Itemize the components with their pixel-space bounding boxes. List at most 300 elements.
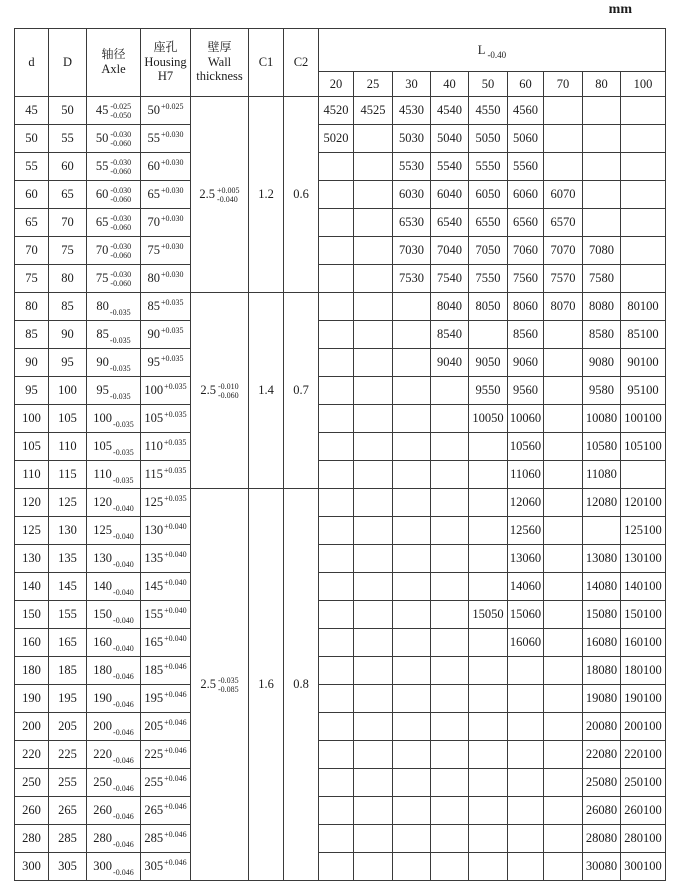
nominal-value: 70: [95, 242, 109, 257]
cell-L-100: 125100: [621, 517, 666, 545]
cell-L-70: [544, 601, 583, 629]
cell-L-70: [544, 321, 583, 349]
dimension-table: [14, 28, 666, 881]
cell-L-25: [354, 629, 393, 657]
cell-L-40: [431, 545, 469, 573]
cell-L-30: 5030: [393, 125, 431, 153]
tolerance-upper: +0.040: [164, 634, 187, 644]
tolerance-lower: -0.040: [113, 504, 134, 514]
cell-axle: [87, 265, 141, 293]
cell-L-70: [544, 377, 583, 405]
cell-L-60: 5560: [508, 153, 544, 181]
cell-L-40: 5040: [431, 125, 469, 153]
cell-L-30: [393, 489, 431, 517]
cell-L-20: [319, 209, 354, 237]
cell-L-60: 9060: [508, 349, 544, 377]
cell-L-50: 9550: [469, 377, 508, 405]
cell-D: 60: [49, 153, 87, 181]
cell-L-60: 4560: [508, 97, 544, 125]
table-row: [15, 769, 666, 797]
tolerance-lower: -0.035: [109, 308, 131, 318]
cell-L-50: [469, 517, 508, 545]
table-row: [15, 741, 666, 769]
col-header-L-25: 25: [354, 72, 393, 97]
nominal-value: 95: [96, 383, 109, 398]
cell-L-60: [508, 657, 544, 685]
cell-L-50: [469, 629, 508, 657]
cell-L-40: 6540: [431, 209, 469, 237]
cell-L-40: [431, 741, 469, 769]
cell-L-25: [354, 237, 393, 265]
cell-L-20: 5020: [319, 125, 354, 153]
tolerance-lower: -0.046: [113, 728, 134, 738]
cell-L-80: 9580: [583, 377, 621, 405]
cell-L-40: [431, 713, 469, 741]
cell-L-80: 10080: [583, 405, 621, 433]
cell-L-50: [469, 657, 508, 685]
cell-L-30: 4530: [393, 97, 431, 125]
col-header-L: L $_{-0.40}$: [319, 29, 666, 72]
cell-L-80: 13080: [583, 545, 621, 573]
cell-L-50: 9050: [469, 349, 508, 377]
cell-L-60: [508, 853, 544, 881]
cell-L-70: [544, 741, 583, 769]
cell-L-40: 8040: [431, 293, 469, 321]
tolerance-upper: +0.030: [160, 158, 184, 168]
table-row: [15, 825, 666, 853]
cell-L-25: [354, 153, 393, 181]
cell-L-100: 160100: [621, 629, 666, 657]
cell-housing: [141, 713, 191, 741]
cell-L-60: 7060: [508, 237, 544, 265]
cell-L-40: 4540: [431, 97, 469, 125]
table-row: [15, 181, 666, 209]
cell-L-25: [354, 377, 393, 405]
cell-L-80: 11080: [583, 461, 621, 489]
cell-housing: [141, 125, 191, 153]
cell-L-100: 95100: [621, 377, 666, 405]
cell-L-25: [354, 517, 393, 545]
tolerance-upper: +0.040: [164, 578, 187, 588]
nominal-value: 70: [147, 215, 160, 230]
nominal-value: 260: [93, 803, 113, 818]
cell-L-50: 6050: [469, 181, 508, 209]
nominal-value: 185: [144, 663, 164, 678]
cell-L-40: [431, 853, 469, 881]
cell-L-20: [319, 321, 354, 349]
cell-L-80: 19080: [583, 685, 621, 713]
nominal-value: 265: [144, 803, 164, 818]
cell-L-20: [319, 405, 354, 433]
cell-L-40: 7540: [431, 265, 469, 293]
cell-D: 205: [49, 713, 87, 741]
cell-axle: [87, 825, 141, 853]
cell-D: 65: [49, 181, 87, 209]
nominal-value: 140: [93, 579, 113, 594]
cell-L-100: 105100: [621, 433, 666, 461]
cell-L-60: [508, 825, 544, 853]
cell-L-25: [354, 769, 393, 797]
cell-L-20: [319, 433, 354, 461]
cell-L-80: 7580: [583, 265, 621, 293]
cell-L-30: [393, 433, 431, 461]
cell-L-100: 220100: [621, 741, 666, 769]
cell-L-100: [621, 265, 666, 293]
table-row: [15, 797, 666, 825]
nominal-value: 85: [96, 327, 109, 342]
cell-L-100: [621, 237, 666, 265]
cell-L-100: 200100: [621, 713, 666, 741]
cell-L-70: [544, 853, 583, 881]
cell-d: 55: [15, 153, 49, 181]
cell-L-70: [544, 797, 583, 825]
cell-L-50: [469, 797, 508, 825]
tolerance-lower: -0.035: [113, 448, 134, 458]
cell-L-20: [319, 489, 354, 517]
cell-L-20: [319, 769, 354, 797]
cell-housing: [141, 321, 191, 349]
cell-D: 145: [49, 573, 87, 601]
cell-D: 155: [49, 601, 87, 629]
cell-L-50: 5050: [469, 125, 508, 153]
cell-L-70: [544, 433, 583, 461]
tolerance-upper: +0.030: [160, 186, 184, 196]
cell-L-25: [354, 853, 393, 881]
nominal-value: 120: [93, 495, 113, 510]
tolerance-upper: +0.046: [164, 690, 187, 700]
cell-housing: [141, 797, 191, 825]
cell-L-60: 12560: [508, 517, 544, 545]
tolerance-lower: -0.040: [113, 616, 134, 626]
cell-L-40: [431, 405, 469, 433]
cell-axle: [87, 685, 141, 713]
cell-L-30: 7030: [393, 237, 431, 265]
cell-L-60: 9560: [508, 377, 544, 405]
cell-L-40: [431, 461, 469, 489]
cell-housing: [141, 825, 191, 853]
cell-c1: 1.2: [249, 97, 284, 293]
cell-L-25: [354, 321, 393, 349]
tolerance-upper: +0.046: [164, 718, 187, 728]
cell-L-60: 8560: [508, 321, 544, 349]
cell-d: 90: [15, 349, 49, 377]
cell-L-30: [393, 405, 431, 433]
nominal-value: 100: [93, 411, 113, 426]
table-row: [15, 517, 666, 545]
cell-L-80: 8080: [583, 293, 621, 321]
cell-L-80: 18080: [583, 657, 621, 685]
cell-axle: [87, 321, 141, 349]
cell-D: 255: [49, 769, 87, 797]
table-row: [15, 293, 666, 321]
cell-L-100: 85100: [621, 321, 666, 349]
cell-d: 150: [15, 601, 49, 629]
cell-L-40: [431, 517, 469, 545]
cell-housing: [141, 545, 191, 573]
cell-L-25: [354, 573, 393, 601]
cell-L-20: [319, 461, 354, 489]
cell-L-20: [319, 657, 354, 685]
tolerance-lower: -0.035: [109, 392, 131, 402]
tolerance-lower: -0.046: [113, 868, 134, 878]
cell-L-70: [544, 461, 583, 489]
cell-L-30: [393, 349, 431, 377]
tolerance-lower: -0.046: [113, 672, 134, 682]
cell-L-40: 7040: [431, 237, 469, 265]
nominal-value: 305: [144, 859, 164, 874]
cell-housing: [141, 517, 191, 545]
cell-d: 80: [15, 293, 49, 321]
cell-L-50: [469, 461, 508, 489]
cell-L-80: 22080: [583, 741, 621, 769]
cell-L-100: [621, 153, 666, 181]
nominal-value: 160: [93, 635, 113, 650]
table-row: [15, 405, 666, 433]
cell-L-50: 5550: [469, 153, 508, 181]
cell-L-30: [393, 713, 431, 741]
cell-L-70: [544, 657, 583, 685]
cell-L-25: [354, 125, 393, 153]
cell-d: 100: [15, 405, 49, 433]
cell-L-25: [354, 545, 393, 573]
table-row: [15, 209, 666, 237]
cell-L-60: 15060: [508, 601, 544, 629]
cell-L-60: 5060: [508, 125, 544, 153]
cell-L-30: [393, 517, 431, 545]
cell-L-80: [583, 181, 621, 209]
cell-D: 75: [49, 237, 87, 265]
cell-L-50: 7550: [469, 265, 508, 293]
cell-L-30: [393, 825, 431, 853]
cell-L-40: [431, 377, 469, 405]
cell-d: 110: [15, 461, 49, 489]
tolerance-upper: +0.046: [164, 802, 187, 812]
nominal-value: 80: [147, 271, 160, 286]
cell-L-100: 250100: [621, 769, 666, 797]
cell-L-20: [319, 293, 354, 321]
cell-D: 285: [49, 825, 87, 853]
cell-L-25: [354, 405, 393, 433]
tolerance-stack: -0.030 -0.060: [110, 185, 132, 204]
nominal-value: 100: [144, 383, 164, 398]
cell-L-100: 190100: [621, 685, 666, 713]
nominal-value: 2.5: [200, 676, 216, 691]
cell-axle: [87, 853, 141, 881]
cell-L-60: 10560: [508, 433, 544, 461]
cell-D: 130: [49, 517, 87, 545]
cell-L-50: [469, 741, 508, 769]
cell-L-30: [393, 769, 431, 797]
cell-L-30: [393, 545, 431, 573]
cell-L-70: 6570: [544, 209, 583, 237]
tolerance-upper: +0.035: [163, 438, 187, 448]
nominal-value: 60: [95, 186, 109, 201]
cell-D: 85: [49, 293, 87, 321]
cell-L-70: [544, 489, 583, 517]
cell-L-50: [469, 489, 508, 517]
nominal-value: 220: [93, 747, 113, 762]
cell-D: 115: [49, 461, 87, 489]
cell-housing: [141, 853, 191, 881]
table-row: [15, 713, 666, 741]
cell-L-30: [393, 741, 431, 769]
cell-L-20: [319, 517, 354, 545]
table-row: [15, 853, 666, 881]
tolerance-lower: -0.035: [113, 420, 134, 430]
cell-L-60: 11060: [508, 461, 544, 489]
cell-L-25: [354, 601, 393, 629]
table-row: [15, 97, 666, 125]
tolerance-stack: -0.030 -0.060: [110, 213, 132, 232]
cell-axle: [87, 489, 141, 517]
col-header-L-80: 80: [583, 72, 621, 97]
cell-L-70: [544, 713, 583, 741]
cell-axle: [87, 601, 141, 629]
cell-d: 75: [15, 265, 49, 293]
tolerance-upper: +0.040: [164, 550, 187, 560]
cell-D: 55: [49, 125, 87, 153]
tolerance-lower: -0.040: [113, 644, 134, 654]
cell-axle: [87, 293, 141, 321]
cell-L-60: 6060: [508, 181, 544, 209]
table-row: [15, 321, 666, 349]
cell-axle: [87, 713, 141, 741]
cell-housing: [141, 181, 191, 209]
nominal-value: 125: [144, 495, 164, 510]
nominal-value: 75: [95, 270, 109, 285]
cell-L-50: 7050: [469, 237, 508, 265]
col-header-L-70: 70: [544, 72, 583, 97]
cell-d: 220: [15, 741, 49, 769]
cell-axle: [87, 377, 141, 405]
cell-housing: [141, 349, 191, 377]
nominal-value: 60: [147, 159, 160, 174]
cell-d: 95: [15, 377, 49, 405]
cell-axle: [87, 433, 141, 461]
nominal-value: 80: [96, 299, 109, 314]
tolerance-lower: -0.046: [113, 784, 134, 794]
cell-L-40: 6040: [431, 181, 469, 209]
nominal-value: 255: [144, 775, 164, 790]
cell-wall-thickness: [191, 97, 249, 293]
cell-L-20: [319, 573, 354, 601]
cell-L-30: 6030: [393, 181, 431, 209]
cell-D: 265: [49, 797, 87, 825]
cell-L-30: [393, 629, 431, 657]
cell-d: 190: [15, 685, 49, 713]
nominal-value: 250: [93, 775, 113, 790]
cell-L-20: [319, 601, 354, 629]
cell-axle: [87, 181, 141, 209]
cell-L-30: [393, 293, 431, 321]
cell-L-100: 90100: [621, 349, 666, 377]
tolerance-upper: +0.040: [164, 522, 187, 532]
cell-L-80: 12080: [583, 489, 621, 517]
cell-L-30: [393, 573, 431, 601]
cell-L-25: [354, 797, 393, 825]
cell-D: 100: [49, 377, 87, 405]
tolerance-upper: +0.046: [164, 830, 187, 840]
cell-L-30: [393, 657, 431, 685]
cell-axle: [87, 657, 141, 685]
cell-L-40: [431, 825, 469, 853]
nominal-value: 150: [93, 607, 113, 622]
cell-L-40: [431, 769, 469, 797]
nominal-value: 200: [93, 719, 113, 734]
nominal-value: 180: [93, 663, 113, 678]
cell-L-80: [583, 209, 621, 237]
cell-L-30: [393, 601, 431, 629]
table-row: [15, 265, 666, 293]
cell-L-50: [469, 769, 508, 797]
cell-L-100: 100100: [621, 405, 666, 433]
cell-axle: [87, 741, 141, 769]
cell-L-80: 8580: [583, 321, 621, 349]
tolerance-lower: -0.046: [113, 812, 134, 822]
cell-L-50: [469, 853, 508, 881]
cell-L-40: [431, 433, 469, 461]
cell-housing: [141, 489, 191, 517]
cell-L-100: 180100: [621, 657, 666, 685]
cell-L-20: [319, 237, 354, 265]
cell-D: 135: [49, 545, 87, 573]
cell-L-20: [319, 741, 354, 769]
cell-D: 305: [49, 853, 87, 881]
cell-L-60: [508, 713, 544, 741]
cell-L-70: [544, 153, 583, 181]
nominal-value: 155: [144, 607, 164, 622]
cell-L-70: [544, 685, 583, 713]
nominal-value: 280: [93, 831, 113, 846]
cell-housing: [141, 265, 191, 293]
cell-L-100: 80100: [621, 293, 666, 321]
tolerance-upper: +0.040: [164, 606, 187, 616]
cell-L-60: 6560: [508, 209, 544, 237]
cell-L-70: 6070: [544, 181, 583, 209]
cell-D: 105: [49, 405, 87, 433]
cell-L-25: [354, 489, 393, 517]
cell-L-80: [583, 517, 621, 545]
table-row: [15, 573, 666, 601]
cell-L-50: [469, 433, 508, 461]
cell-axle: [87, 769, 141, 797]
cell-c1: 1.4: [249, 293, 284, 489]
nominal-value: 90: [147, 327, 160, 342]
nominal-value: 130: [93, 551, 113, 566]
col-header-L-100: 100: [621, 72, 666, 97]
cell-L-25: [354, 685, 393, 713]
tolerance-lower: -0.040: [113, 560, 134, 570]
cell-d: 300: [15, 853, 49, 881]
cell-L-20: [319, 825, 354, 853]
cell-L-80: 25080: [583, 769, 621, 797]
cell-D: 90: [49, 321, 87, 349]
cell-L-25: [354, 293, 393, 321]
tolerance-stack: -0.030 -0.060: [110, 269, 132, 288]
cell-L-80: [583, 97, 621, 125]
cell-L-60: 14060: [508, 573, 544, 601]
table-row: [15, 601, 666, 629]
cell-housing: [141, 685, 191, 713]
cell-housing: [141, 405, 191, 433]
cell-L-100: 260100: [621, 797, 666, 825]
cell-L-20: 4520: [319, 97, 354, 125]
cell-housing: [141, 97, 191, 125]
table-row: [15, 125, 666, 153]
cell-d: 130: [15, 545, 49, 573]
cell-L-70: [544, 405, 583, 433]
cell-L-50: [469, 685, 508, 713]
